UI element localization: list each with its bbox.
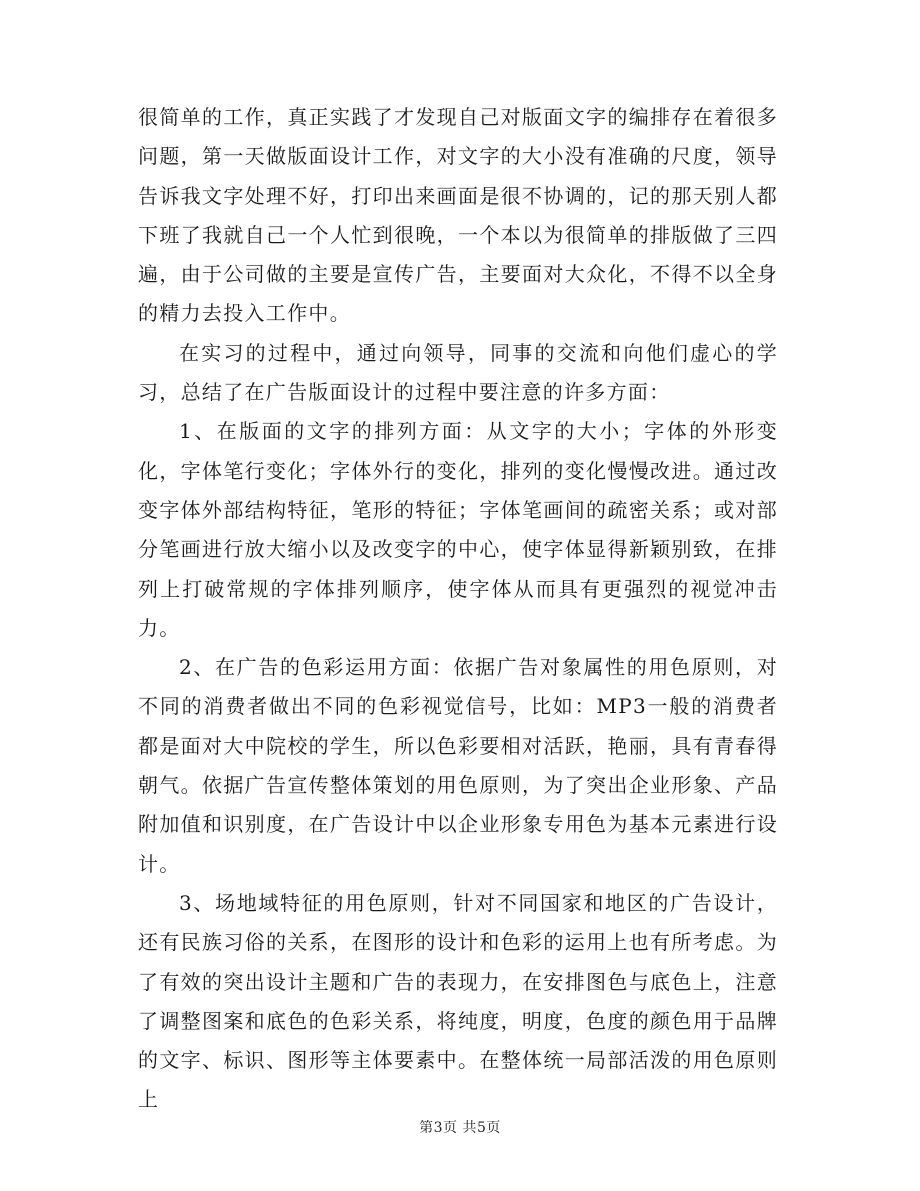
document-body [138, 98, 778, 1120]
paragraph-intro: 在实习的过程中，通过向领导，同事的交流和向他们虚心的学习，总结了在广告版面设计的过程中要注意的许多方面： [138, 340, 778, 405]
paragraph-point-1: 1、在版面的文字的排列方面：从文字的大小；字体的外形变化，字体笔行变化；字体外行的变化，排列的变化慢慢改进。通过改变字体外部结构特征，笔形的特征；字体笔画间的疏密关系；或对部分笔画进行放大缩小以及改变字的中心，使字体显得新颖别致，在排列上打破常规的字体排列顺序，使字体从而具有更强烈的视觉冲击力。 [138, 419, 778, 640]
page-number-footer: 第3页 共5页 [419, 1120, 501, 1136]
paragraph-continuation: 很简单的工作，真正实践了才发现自己对版面文字的编排存在着很多问题，第一天做版面设计工作，对文字的大小没有准确的尺度，领导告诉我文字处理不好，打印出来画面是很不协调的，记的那天别人都下班了我就自己一个人忙到很晚，一个本以为很简单的排版做了三四遍，由于公司做的主要是宣传广告，主要面对大众化，不得不以全身的精力去投入工作中。 [138, 105, 778, 326]
paragraph-point-3: 3、场地域特征的用色原则，针对不同国家和地区的广告设计，还有民族习俗的关系，在图形的设计和色彩的运用上也有所考虑。为了有效的突出设计主题和广告的表现力，在安排图色与底色上，注意了调整图案和底色的色彩关系，将纯度，明度，色度的颜色用于品牌的文字、标识、图形等主体要素中。在整体统一局部活泼的用色原则上 [138, 890, 778, 1112]
paragraph-point-2: 2、在广告的色彩运用方面：依据广告对象属性的用色原则，对不同的消费者做出不同的色彩视觉信号，比如：MP3一般的消费者都是面对大中院校的学生，所以色彩要相对活跃，艳丽，具有青春得朝气。依据广告宣传整体策划的用色原则，为了突出企业形象、产品附加值和识别度，在广告设计中以企业形象专用色为基本元素进行设计。 [138, 655, 778, 876]
